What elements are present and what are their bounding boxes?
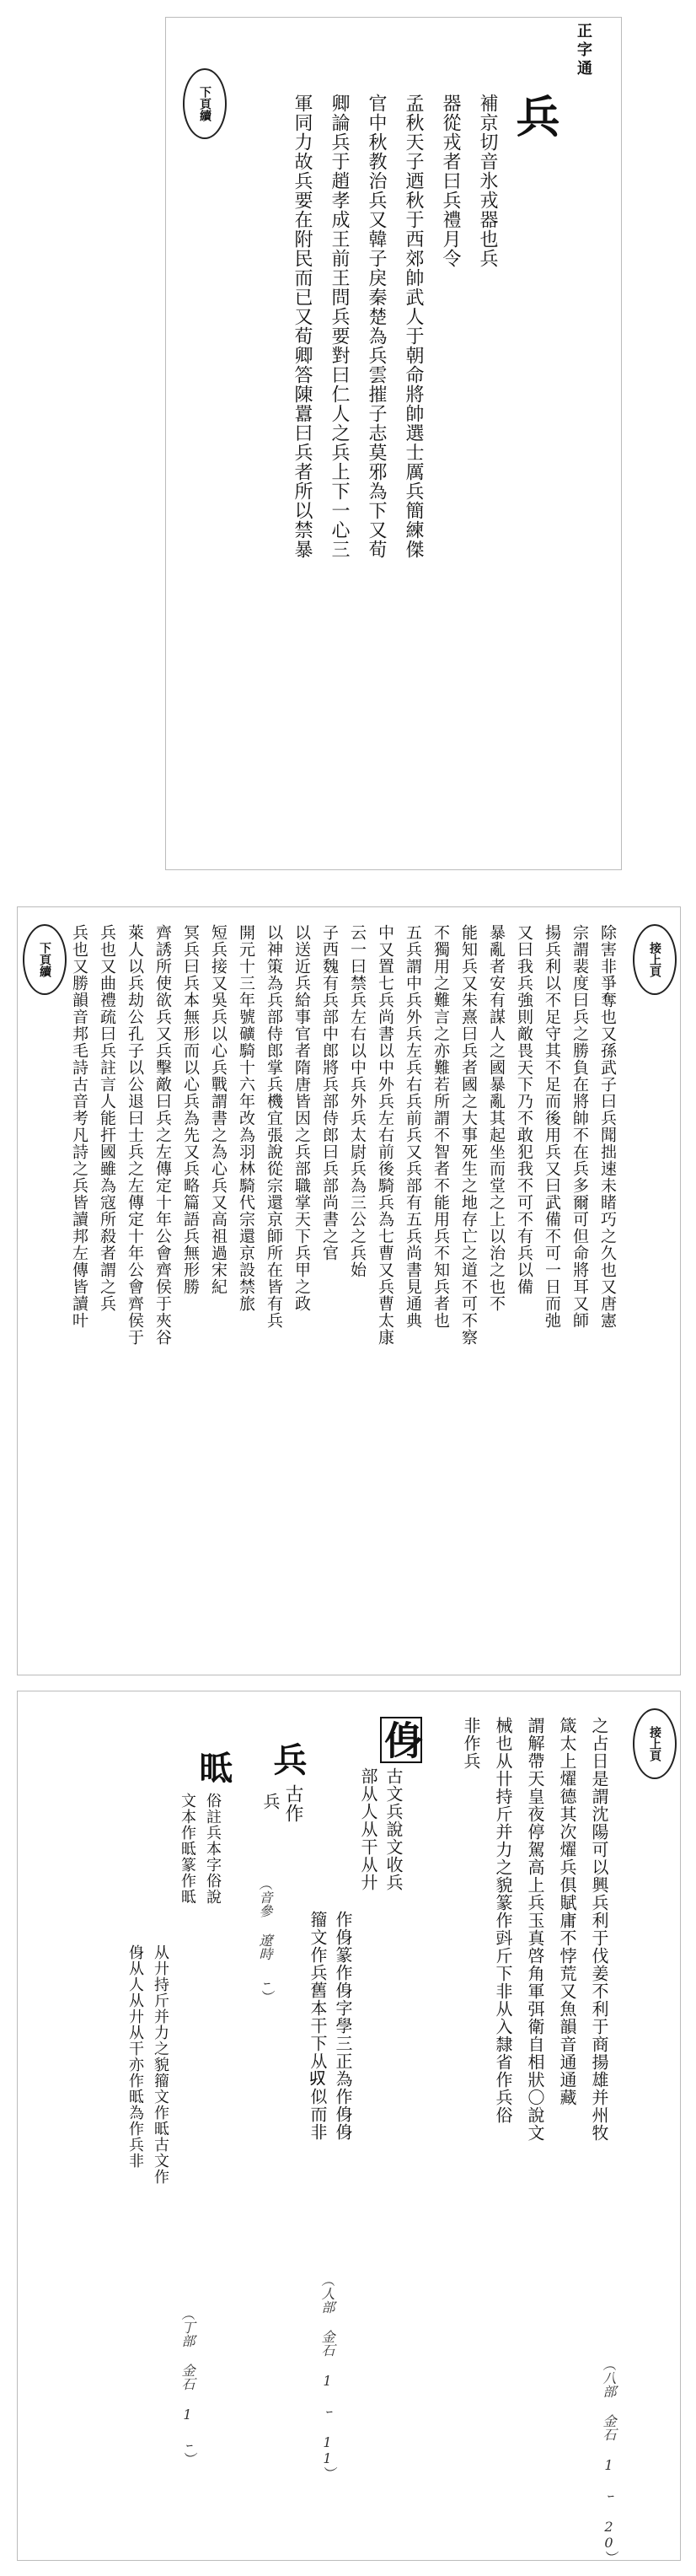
text-column: 箴太上燿德其次燿兵俱賦庸不悖荒又魚韻音通通藏	[557, 1717, 577, 2106]
text-column: 宗謂裴度曰兵之勝負在將帥不在兵多爾可但命將耳又師	[570, 924, 589, 1329]
text-column: 云一曰禁兵左右以中兵外兵太尉兵為三公之兵始	[348, 924, 367, 1278]
head-character: 兵	[508, 94, 559, 138]
text-column: 部从人从干从廾	[358, 1767, 378, 1891]
text-column: 以神策為兵部侍郎掌兵機宜張說從宗還京師所在皆有兵	[265, 924, 283, 1329]
text-column: 不獨用之難言之亦難若所謂不智者不能用兵不知兵者也	[431, 924, 450, 1329]
text-column: 兵也又勝韻音邦毛詩古音考凡詩之兵皆讀邦左傳皆讀叶	[70, 924, 88, 1329]
text-column: 萊人以兵劫公孔子以公退曰士兵之左傳定十年公會齊侯于	[126, 924, 144, 1346]
variant-1-source-note: （人部 金石 1 ｰ 11）	[319, 2273, 335, 2480]
text-column: 从廾持斤并力之貌籀文作㫝古文作	[152, 1944, 169, 2185]
text-column: 孟秋天子迺秋于西郊帥武人于朝命將帥選士厲兵簡練傑	[403, 94, 424, 559]
variant-2-source-note: （音參 遼時 ｰ）	[257, 1877, 273, 2003]
variant-character-2: 兵	[268, 1742, 308, 1777]
text-column: 以送近兵給事官者隋唐皆因之兵部職掌天下兵甲之政	[292, 924, 311, 1312]
text-column: 俗註兵本字俗說	[204, 1793, 222, 1905]
text-column: 短兵接又吳兵以心兵戰謂書之為心兵又高祖過宋紀	[209, 924, 228, 1295]
continued-next-page-seal: 下頁續	[183, 68, 227, 139]
page-2	[17, 906, 681, 1675]
text-column: 除害非爭奪也又孫武子曰兵聞拙速未睹巧之久也又唐憲	[598, 924, 617, 1329]
text-column: 㑗从人从廾从干亦作㫝為作兵非	[126, 1944, 144, 2169]
source-note: （八部 金石 1 ｰ 20）	[601, 2358, 617, 2564]
variant-2-sub: 兵	[260, 1793, 281, 1810]
text-column: 文本作㫝篆作㫝	[179, 1793, 196, 1905]
text-column: 五兵謂中兵外兵左兵右兵前兵又兵部有五兵尚書見通典	[404, 924, 422, 1329]
text-column: 之占日是謂沈陽可以興兵利于伐姜不利于商揚雄并州牧	[589, 1717, 609, 2142]
text-column: 兵也又曲禮疏曰兵註言人能扞國雖為寇所殺者謂之兵	[98, 924, 116, 1312]
variant-character-1: 㑗	[380, 1717, 422, 1763]
variant-character-3: 㫝	[194, 1750, 233, 1785]
continued-from-previous-seal: 接上頁	[633, 1708, 677, 1779]
page-1	[165, 17, 622, 870]
continued-from-previous-seal: 接上頁	[633, 924, 677, 995]
text-column: 補京切音氷戎器也兵	[477, 94, 498, 268]
text-column: 子西魏有兵部中郎將兵部侍郎曰兵部尚書之官	[320, 924, 339, 1261]
text-column: 器從戎者曰兵禮月令	[440, 94, 461, 268]
text-column: 籀文作兵舊本干下从𠬞似而非	[308, 1911, 328, 2141]
text-column: 揚兵利以不足守其不足而後用兵又曰武備不可一日而弛	[543, 924, 561, 1329]
text-column: 官中秋教治兵又韓子戾秦楚為兵雲摧子志莫邪為下又荀	[366, 94, 387, 559]
text-column: 中又置七兵尚書以中外兵左右前後騎兵為七曹又兵曹太康	[376, 924, 394, 1346]
text-column: 非作兵	[461, 1717, 481, 1770]
text-column: 軍同力故兵要在附民而已又荀卿答陳囂曰兵者所以禁暴	[292, 94, 313, 559]
continued-next-page-seal: 下頁續	[23, 924, 67, 995]
text-column: 能知兵又朱熹曰兵者國之大事死生之地存亡之道不可不察	[459, 924, 478, 1346]
variant-3-source-note: （丁部 金石 1 ｰ）	[179, 2307, 195, 2466]
text-column: 冥兵曰兵本無形而以心兵為先又兵略篇語兵無形勝	[181, 924, 200, 1295]
variant-2-label: 古作	[282, 1784, 303, 1823]
text-column: 謂解帶天皇夜停駕高上兵玉真啓角軍弭衛自相狀〇說文	[525, 1717, 545, 2142]
text-column: 械也从卄持斤并力之貌篆作㪷斤下非从入隸省作兵俗	[493, 1717, 513, 2124]
text-column: 暴亂者安有謀人之國暴亂其起坐而堂之上以治之也不	[487, 924, 506, 1312]
text-column: 卿論兵于趙孝成王前王問兵要對曰仁人之兵上下一心三	[329, 94, 350, 559]
text-column: 作㑗篆作㑗字學三正為作㑗㑗	[333, 1911, 353, 2141]
dictionary-header: 正字通	[575, 23, 592, 78]
text-column: 又曰我兵強則敵畏天下乃不敢犯我不可不有兵以備	[515, 924, 533, 1295]
text-column: 齊誘所使欲兵又兵擊敵曰兵之左傳定十年公會齊侯于夾谷	[153, 924, 172, 1346]
page-3	[17, 1691, 681, 2564]
text-column: 開元十三年號礦騎十六年改為羽林騎代宗還京設禁旅	[237, 924, 255, 1312]
text-column: 古文兵說文收兵	[383, 1767, 404, 1891]
